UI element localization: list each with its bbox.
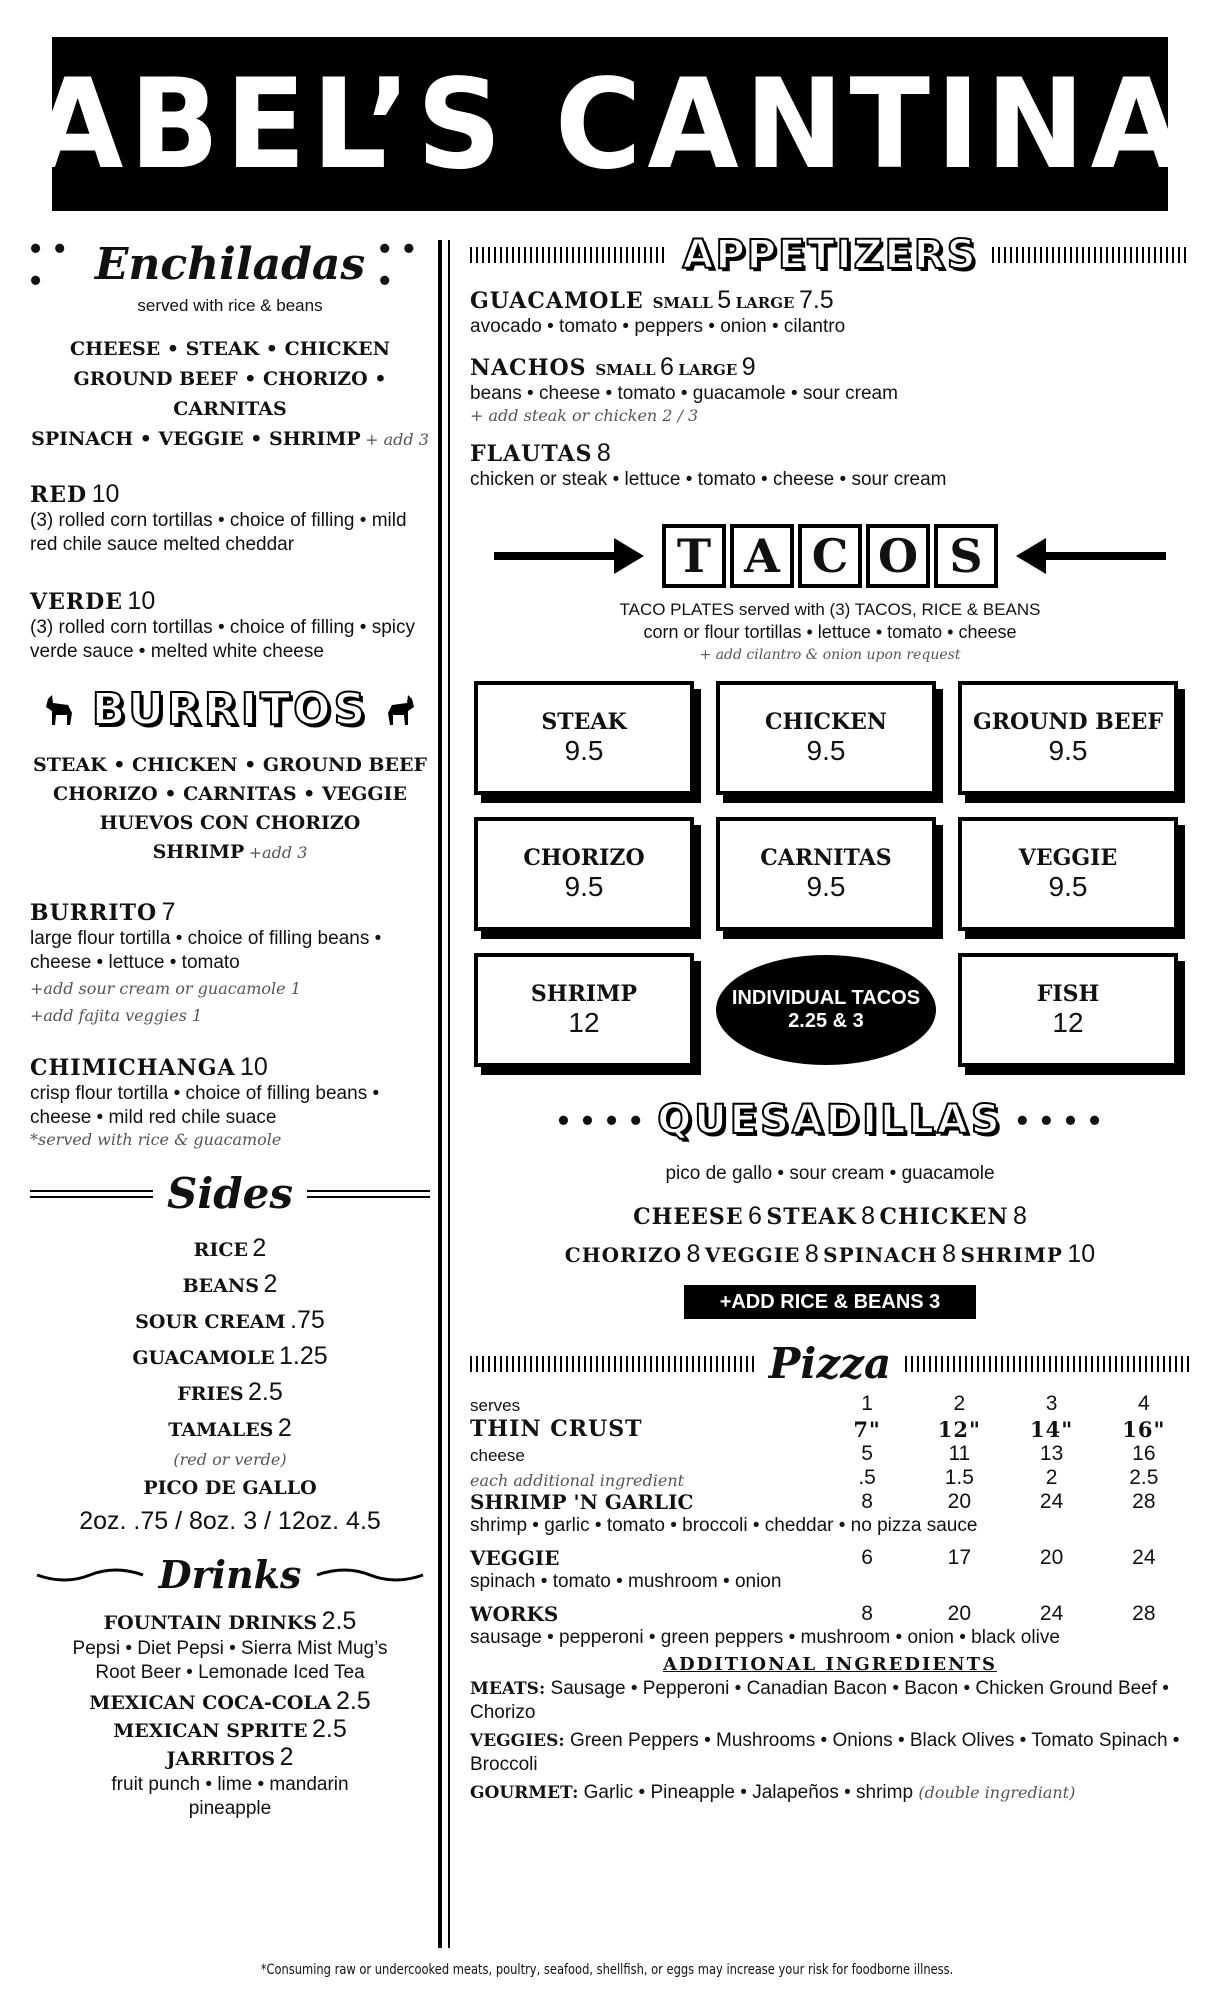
sides-heading: Sides — [166, 1169, 294, 1218]
dots-right: • • • • — [1016, 1102, 1103, 1138]
side-price: 2 — [277, 1414, 292, 1442]
plate-price: 9.5 — [564, 735, 604, 766]
price-cell: 2.5 — [1129, 1466, 1159, 1489]
gourmet-list: Garlic • Pineapple • Jalapeños • shrimp — [583, 1782, 914, 1803]
side-price: 2 — [263, 1270, 278, 1298]
arrow-left-icon — [1016, 538, 1166, 574]
extra-row — [470, 1466, 1190, 1490]
pizza-table — [470, 1392, 1190, 1650]
item-price: 10 — [240, 1053, 268, 1081]
side-item — [30, 1268, 430, 1304]
served-note: *served with rice & guacamole — [30, 1130, 282, 1149]
serves-row — [470, 1392, 1190, 1416]
crust-label: THIN CRUST — [470, 1416, 643, 1442]
sides-list — [30, 1232, 430, 1538]
pizza-header — [470, 1339, 1190, 1388]
drink-name: JARRITOS — [166, 1748, 276, 1770]
item-name: VERDE — [30, 589, 123, 615]
bars-right — [905, 1356, 1190, 1372]
column-divider — [438, 240, 450, 1948]
taco-plates-grid — [474, 681, 1190, 1067]
special-desc: shrimp • garlic • tomato • broccoli • cheddar • no pizza sauce — [470, 1515, 978, 1536]
taco-plate — [716, 681, 936, 795]
q-price: 6 — [748, 1202, 762, 1230]
tacos-info — [470, 598, 1190, 667]
taco-letter: T — [662, 524, 726, 588]
size-label: SMALL — [595, 361, 656, 379]
price-cell: 13 — [1039, 1442, 1064, 1465]
taco-letter: C — [798, 524, 862, 588]
taco-plate — [958, 953, 1178, 1067]
serves-cell: 4 — [1138, 1392, 1150, 1415]
add-note: +add sour cream or guacamole 1 — [30, 979, 301, 998]
plate-name: CARNITAS — [760, 845, 892, 871]
drinks-heading: Drinks — [158, 1552, 302, 1597]
q-price: 8 — [942, 1240, 956, 1268]
tacos-line1: TACO PLATES served with (3) TACOS, RICE & BEANS — [619, 600, 1041, 619]
item-name: GUACAMOLE — [470, 288, 644, 314]
price-cell: 24 — [1132, 1546, 1156, 1569]
price-cell: 16 — [1132, 1442, 1156, 1465]
price-cell: 8 — [861, 1490, 873, 1513]
plate-price: 9.5 — [806, 871, 846, 902]
item-name: RED — [30, 482, 88, 508]
pico-name: PICO DE GALLO — [143, 1477, 317, 1499]
size-label: LARGE — [735, 294, 795, 312]
dots-right: • • • — [379, 230, 417, 298]
add-bar-wrap — [470, 1285, 1190, 1319]
dots-left: • • • — [30, 230, 68, 298]
pizza-heading: Pizza — [768, 1339, 892, 1388]
q-price: 8 — [686, 1240, 701, 1268]
plate-price: 12 — [568, 1007, 600, 1038]
individual-label: INDIVIDUAL TACOS — [731, 987, 921, 1009]
side-name: SOUR CREAM — [135, 1311, 286, 1333]
special-desc: sausage • pepperoni • green peppers • mushroom • onion • black olive — [470, 1627, 1060, 1648]
drink-name: MEXICAN SPRITE — [113, 1720, 308, 1742]
price-cell: 24 — [1039, 1602, 1064, 1625]
price-cell: 5 — [861, 1442, 873, 1465]
burritos-fillings — [30, 751, 430, 868]
price-cell: 20 — [1039, 1546, 1064, 1569]
filling-line: CHEESE • STEAK • CHICKEN — [69, 338, 391, 360]
price-cell: 20 — [947, 1490, 972, 1513]
item-desc: chicken or steak • lettuce • tomato • cheese • sour cream — [470, 469, 947, 490]
drink-name: FOUNTAIN DRINKS — [103, 1612, 318, 1634]
serves-cell: 1 — [861, 1392, 873, 1415]
item-price: 7 — [161, 898, 176, 926]
item-price: 10 — [91, 480, 120, 508]
jarritos-list: fruit punch • lime • mandarin pineapple — [111, 1774, 349, 1819]
donkey-icon — [44, 693, 78, 727]
item-desc: avocado • tomato • peppers • onion • cilantro — [470, 316, 846, 337]
right-column — [470, 232, 1190, 1805]
sides-header — [30, 1169, 430, 1218]
item-name: CHIMICHANGA — [30, 1055, 236, 1081]
fillings-add-note: +add 3 — [248, 843, 308, 862]
q-name: VEGGIE — [704, 1243, 801, 1267]
individual-price: 2.25 & 3 — [788, 1010, 864, 1032]
left-column — [30, 232, 430, 1821]
flautas-item — [470, 439, 1190, 492]
drink-price: 2.5 — [311, 1715, 347, 1743]
gourmet-line — [470, 1781, 1190, 1805]
q-name: SPINACH — [823, 1243, 938, 1267]
plate-name: FISH — [1036, 981, 1100, 1007]
burrito-item — [30, 898, 430, 1029]
special-name: WORKS — [470, 1602, 559, 1626]
additional-heading-wrap — [470, 1654, 1190, 1675]
taco-letter: A — [730, 524, 794, 588]
side-price: 1.25 — [279, 1342, 328, 1370]
donkey-icon — [382, 693, 416, 727]
veggies-line — [470, 1729, 1190, 1777]
taco-plate — [474, 817, 694, 931]
q-name: SHRIMP — [960, 1243, 1063, 1267]
individual-tacos-badge — [716, 953, 936, 1067]
item-price: 5 — [717, 286, 732, 314]
price-cell: 1.5 — [944, 1466, 974, 1489]
item-price: 9 — [741, 353, 756, 381]
side-name: BEANS — [182, 1275, 259, 1297]
tamales-note: (red or verde) — [173, 1450, 287, 1469]
serves-cell: 2 — [953, 1392, 966, 1415]
price-cell: 17 — [947, 1546, 972, 1569]
plate-price: 12 — [1052, 1007, 1084, 1038]
special-name: VEGGIE — [470, 1546, 560, 1570]
item-price: 8 — [596, 439, 611, 467]
item-desc: (3) rolled corn tortillas • choice of filling • mild red chile sauce melted cheddar — [30, 510, 407, 555]
plate-name: VEGGIE — [1018, 845, 1118, 871]
swirl-right — [315, 1565, 425, 1585]
serves-label: serves — [470, 1396, 521, 1415]
price-cell: 24 — [1039, 1490, 1064, 1513]
quesadilla-list — [470, 1199, 1190, 1275]
serves-cell: 3 — [1045, 1392, 1058, 1415]
size-cell: 12" — [937, 1417, 981, 1442]
side-item — [30, 1232, 430, 1268]
size-cell: 16" — [1122, 1417, 1166, 1442]
drink-price: 2 — [279, 1743, 294, 1771]
side-name: GUACAMOLE — [132, 1347, 275, 1369]
drinks-header — [30, 1552, 430, 1597]
gourmet-label: GOURMET: — [470, 1783, 579, 1803]
chimichanga-item — [30, 1053, 430, 1149]
health-footnote: *Consuming raw or undercooked meats, poultry, seafood, shellfish, or eggs may increase your risk for foodborne illness. — [260, 1962, 954, 1978]
q-name: CHEESE — [633, 1204, 744, 1230]
item-name: NACHOS — [470, 355, 587, 381]
side-item — [30, 1340, 430, 1376]
tacos-line3: + add cilantro & onion upon request — [699, 647, 961, 663]
taco-letter: S — [934, 524, 998, 588]
quesadillas-header — [470, 1097, 1190, 1143]
plate-price: 9.5 — [1048, 735, 1088, 766]
q-name: CHORIZO — [564, 1243, 683, 1267]
veggies-list: Green Peppers • Mushrooms • Onions • Black Olives • Tomato Spinach • Broccoli — [470, 1730, 1180, 1775]
taco-plate — [958, 681, 1178, 795]
arrow-right-icon — [494, 538, 644, 574]
crust-row — [470, 1416, 1190, 1442]
price-cell: 20 — [947, 1602, 972, 1625]
price-cell: 28 — [1132, 1490, 1156, 1513]
plate-name: CHORIZO — [523, 845, 645, 871]
side-price: .75 — [290, 1306, 325, 1334]
tacos-header — [470, 524, 1190, 588]
taco-letter: O — [866, 524, 930, 588]
bars-left — [470, 1356, 755, 1372]
side-name: RICE — [193, 1239, 248, 1261]
enchiladas-fillings — [30, 334, 430, 456]
plate-name: SHRIMP — [530, 981, 638, 1007]
plate-price: 9.5 — [1048, 871, 1088, 902]
veggies-label: VEGGIES: — [470, 1731, 565, 1751]
q-price: 8 — [804, 1240, 819, 1268]
side-item — [30, 1376, 430, 1412]
size-cell: 7" — [853, 1417, 881, 1442]
item-price: 6 — [660, 353, 674, 381]
plate-name: CHICKEN — [764, 709, 888, 735]
item-desc: (3) rolled corn tortillas • choice of filling • spicy verde sauce • melted white cheese — [30, 617, 416, 662]
side-item — [30, 1412, 430, 1448]
price-cell: 11 — [948, 1442, 971, 1465]
burritos-heading: BURRITOS — [91, 684, 369, 735]
meats-list: Sausage • Pepperoni • Canadian Bacon • Bacon • Chicken Ground Beef • Chorizo — [470, 1678, 1169, 1723]
price-cell: 8 — [861, 1602, 873, 1625]
drink-price: 2.5 — [335, 1687, 371, 1715]
item-name: FLAUTAS — [470, 441, 593, 467]
plate-price: 9.5 — [806, 735, 846, 766]
rule-right — [307, 1190, 430, 1198]
taco-plate — [958, 817, 1178, 931]
enchiladas-subtitle: served with rice & beans — [137, 296, 323, 315]
q-name: STEAK — [766, 1204, 857, 1230]
appetizers-heading: APPETIZERS — [682, 232, 978, 278]
side-price: 2 — [252, 1234, 267, 1262]
burritos-header — [30, 684, 430, 735]
side-name: FRIES — [177, 1383, 244, 1405]
item-name: BURRITO — [30, 900, 158, 926]
taco-plate — [474, 681, 694, 795]
drink-name: MEXICAN COCA-COLA — [89, 1692, 332, 1714]
dots-left: • • • • — [557, 1102, 644, 1138]
filling-line: SHRIMP — [152, 841, 245, 863]
tacos-tiles — [660, 524, 1000, 588]
filling-line: GROUND BEEF • CHORIZO • CARNITAS — [73, 368, 387, 420]
quesadillas-heading: QUESADILLAS — [657, 1097, 1003, 1143]
quesadilla-toppings: pico de gallo • sour cream • guacamole — [665, 1163, 995, 1184]
additional-heading: ADDITIONAL INGREDIENTS — [663, 1654, 997, 1675]
taco-plate — [716, 817, 936, 931]
special-row — [470, 1538, 1190, 1570]
filling-line: STEAK • CHICKEN • GROUND BEEF — [33, 754, 427, 776]
item-desc: large flour tortilla • choice of filling beans • cheese • lettuce • tomato — [30, 928, 382, 973]
price-cell: .5 — [858, 1466, 876, 1489]
cheese-row — [470, 1442, 1190, 1466]
appetizer-item — [470, 353, 1190, 425]
plate-price: 9.5 — [564, 871, 604, 902]
side-price: 2.5 — [248, 1378, 283, 1406]
item-price: 10 — [127, 587, 156, 615]
side-item — [30, 1304, 430, 1340]
add-note: +add fajita veggies 1 — [30, 1006, 203, 1025]
add-rice-beans-bar: +ADD RICE & BEANS 3 — [684, 1285, 976, 1319]
appetizers-header — [470, 232, 1190, 278]
q-price: 10 — [1067, 1240, 1096, 1268]
rule-left — [30, 1190, 153, 1198]
special-row — [470, 1490, 1190, 1514]
size-label: LARGE — [678, 361, 738, 379]
item-desc: crisp flour tortilla • choice of filling beans • cheese • mild red chile suace — [30, 1083, 380, 1128]
gourmet-note: (double ingrediant) — [918, 1783, 1076, 1802]
red-enchilada — [30, 480, 430, 557]
meats-line — [470, 1677, 1190, 1725]
meats-label: MEATS: — [470, 1679, 546, 1699]
drink-price: 2.5 — [321, 1607, 357, 1635]
swirl-left — [35, 1565, 145, 1585]
verde-enchilada — [30, 587, 430, 664]
appetizer-item — [470, 286, 1190, 339]
size-cell: 14" — [1030, 1417, 1074, 1442]
fillings-add-note: + add 3 — [365, 430, 429, 449]
q-name: CHICKEN — [879, 1204, 1009, 1230]
cheese-label: cheese — [470, 1446, 525, 1465]
extra-label: each additional ingredient — [470, 1471, 685, 1490]
fountain-list: Pepsi • Diet Pepsi • Sierra Mist Mug’s Root Beer • Lemonade Iced Tea — [72, 1638, 388, 1683]
restaurant-title: ABEL’S CANTINA — [32, 51, 1188, 197]
plate-name: GROUND BEEF — [972, 709, 1164, 735]
q-price: 8 — [861, 1202, 875, 1230]
price-cell: 6 — [861, 1546, 873, 1569]
item-price: 7.5 — [798, 286, 834, 314]
pico-prices: 2oz. .75 / 8oz. 3 / 12oz. 4.5 — [79, 1507, 381, 1535]
special-row — [470, 1594, 1190, 1626]
title-banner — [32, 37, 1188, 211]
q-price: 8 — [1013, 1202, 1027, 1230]
filling-line: HUEVOS CON CHORIZO — [99, 812, 361, 834]
special-name: SHRIMP 'N GARLIC — [470, 1490, 694, 1514]
size-label: SMALL — [652, 294, 713, 312]
plate-name: STEAK — [541, 709, 627, 735]
price-cell: 2 — [1045, 1466, 1058, 1489]
special-desc: spinach • tomato • mushroom • onion — [470, 1571, 782, 1592]
enchiladas-header — [30, 232, 430, 296]
price-cell: 28 — [1132, 1602, 1156, 1625]
add-note: + add steak or chicken 2 / 3 — [470, 406, 699, 425]
enchiladas-heading: Enchiladas — [94, 238, 366, 290]
item-desc: beans • cheese • tomato • guacamole • sour cream — [470, 383, 898, 404]
bars-left — [470, 247, 668, 263]
tacos-line2: corn or flour tortillas • lettuce • tomato • cheese — [643, 622, 1017, 642]
filling-line: SPINACH • VEGGIE • SHRIMP — [31, 428, 361, 450]
taco-plate — [474, 953, 694, 1067]
drinks-list — [30, 1609, 430, 1821]
filling-line: CHORIZO • CARNITAS • VEGGIE — [53, 783, 407, 805]
bars-right — [992, 247, 1190, 263]
side-name: TAMALES — [168, 1419, 274, 1441]
